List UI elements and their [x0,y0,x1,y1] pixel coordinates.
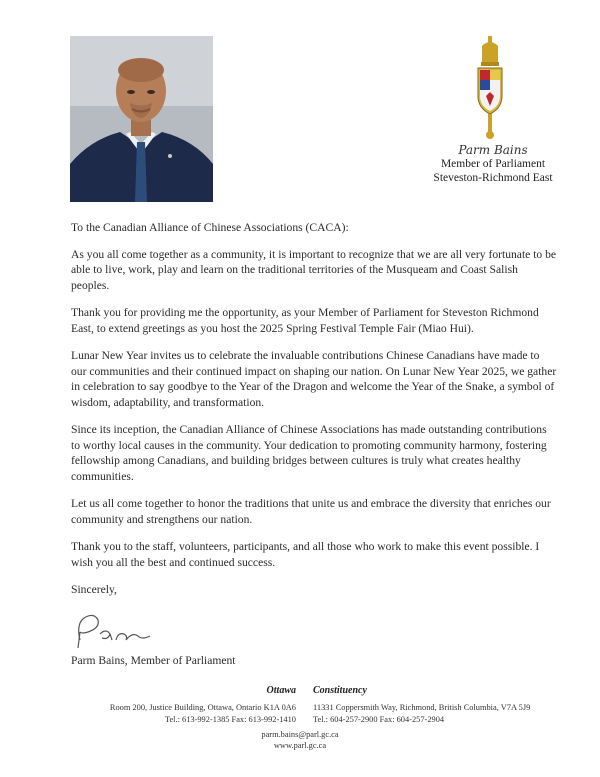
ottawa-office [36,685,296,726]
paragraph-caca: Since its inception, the Canadian Alliance of Chinese Associations has made outstanding contributions to worthy local causes in the community. Your dedication to promoting community harmony, fostering fellowship among Canadians, and building bridges between cultures is truly what creates healthy communities. [71,423,547,483]
paragraph-thanks: Thank you to the staff, volunteers, participants, and all those who work to make this event possible. I wish you all the best and continued success. [71,540,540,569]
closing: Sincerely, [71,583,117,596]
paragraph-acknowledgement: As you all come together as a community, it is important to recognize that we are all very fortunate to be able to live, work, play and learn on the traditional territories of the Musqueam and Coast Salish peoples. [71,247,557,292]
ottawa-title: Ottawa [266,685,296,696]
constituency-title: Constituency [313,685,367,696]
constituency-office [313,685,573,726]
paragraph-greetings: Thank you for providing me the opportunity, as your Member of Parliament for Steveston Richmond East, to extend greetings as you host the 2025 Spring Festival Temple Fair (Miao Hui). [71,306,539,335]
handwritten-signature [72,610,162,650]
signer-name: Parm Bains, Member of Parliament [71,654,236,667]
constituency-address: 11331 Coppersmith Way, Richmond, British Columbia, V7A 5J9 [313,703,531,712]
contact-info [0,729,600,751]
mp-title: Member of Parliament [440,158,546,170]
mp-header [418,143,568,185]
constituency-phone: Tel.: 604-257-2900 Fax: 604-257-2904 [313,715,445,724]
paragraph-lunar-new-year: Lunar New Year invites us to celebrate the invaluable contributions Chinese Canadians have made to our communities and their continued impact on shaping our nation. On Lunar New Year 2025, we gather in celebration to say goodbye to the Year of the Dragon and welcome the Year of the Snake, a symbol of wisdom, adaptability, and transformation. [71,349,557,409]
ottawa-phone: Tel.: 613-992-1385 Fax: 613-992-1410 [164,715,296,724]
mp-signature-name: Parm Bains [458,143,528,157]
ottawa-address: Room 200, Justice Building, Ottawa, Ontario K1A 0A6 [109,703,296,712]
letter-body [71,220,557,610]
mp-riding: Steveston-Richmond East [433,172,553,184]
email-link[interactable]: parm.bains@parl.gc.ca [261,730,339,739]
salutation: To the Canadian Alliance of Chinese Associations (CACA): [71,221,349,234]
website-link[interactable]: www.parl.gc.ca [273,741,327,750]
house-of-commons-crest-icon [470,36,510,140]
paragraph-traditions: Let us all come together to honor the traditions that unite us and embrace the diversity that enriches our community and strengthens our nation. [71,497,551,526]
portrait-photo [70,36,213,202]
